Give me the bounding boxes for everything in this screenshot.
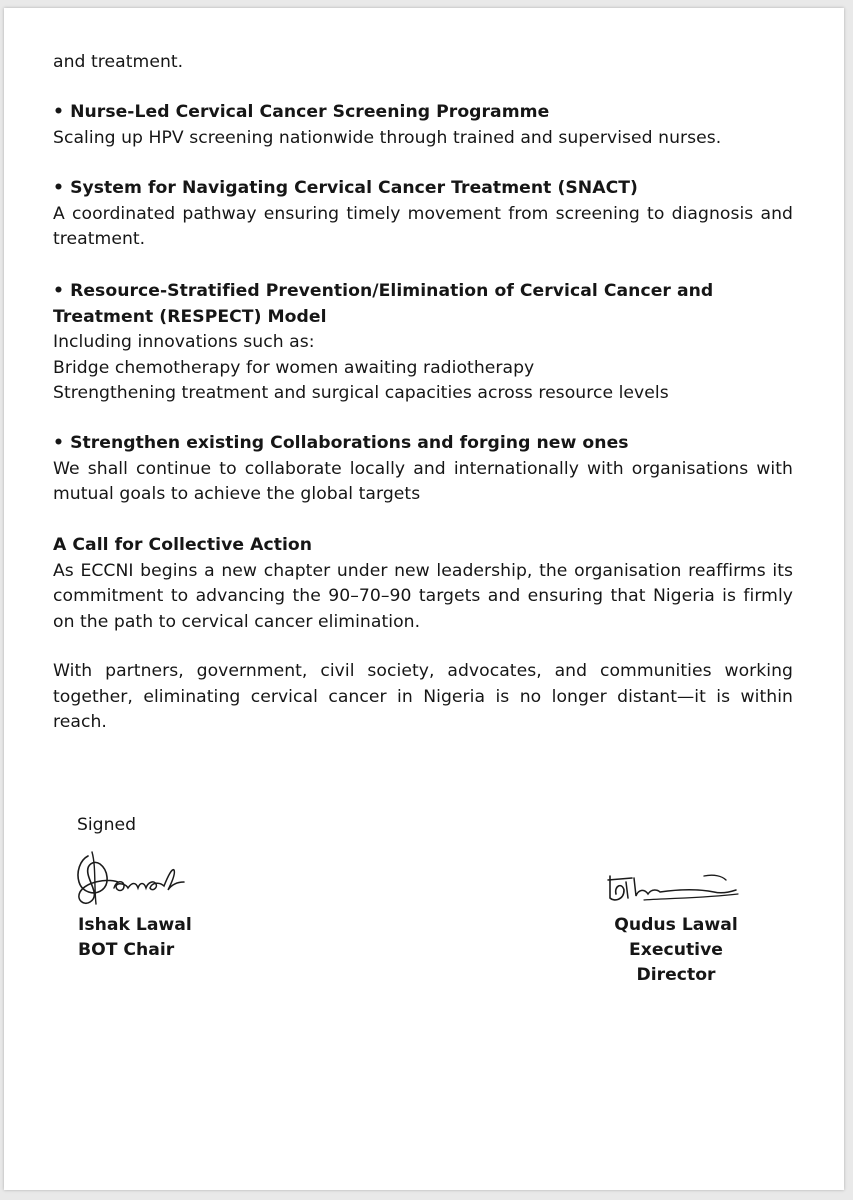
call-section [53,533,793,635]
item-heading: • Nurse-Led Cervical Cancer Screening Programme [53,102,550,122]
item-line: Bridge chemotherapy for women awaiting radiotherapy [53,357,535,378]
item-snact [53,176,793,253]
item-heading: • System for Navigating Cervical Cancer Treatment (SNACT) [53,178,638,198]
document-page [4,8,844,1190]
intro-fragment-text: and treatment. [53,52,184,72]
call-section-paragraph: As ECCNI begins a new chapter under new leadership, the organisation reaffirms its commitment to advancing the 90–70–90 targets and ensuring that Nigeria is firmly on the path to cervical cancer elimination. [53,560,793,632]
left-signature-image [66,846,206,918]
item-collaborations [53,431,793,508]
intro-fragment [53,50,793,76]
item-body: Scaling up HPV screening nationwide through trained and supervised nurses. [53,127,722,148]
left-signatory-name: Ishak Lawal [78,915,192,935]
right-signature-image [604,868,744,910]
item-line: Strengthening treatment and surgical capacities across resource levels [53,383,669,403]
item-respect-model [53,279,793,407]
item-heading: • Resource-Stratified Prevention/Elimination of Cervical Cancer and Treatment (RESPECT) Model [53,281,714,327]
item-line: Including innovations such as: [53,332,315,352]
signed-label: Signed [77,815,136,835]
item-body: We shall continue to collaborate locally and internationally with organisations with mutual goals to achieve the global targets [53,458,793,504]
closing-paragraph-text: With partners, government, civil society, advocates, and communities working together, eliminating cervical cancer in Nigeria is no longer distant—it is within reach. [53,661,793,732]
call-section-heading: A Call for Collective Action [53,535,313,555]
right-signatory-name: Qudus Lawal [614,915,738,935]
closing-paragraph [53,659,793,736]
item-heading: • Strengthen existing Collaborations and forging new ones [53,433,629,453]
left-signatory [78,913,192,963]
item-nurse-led-screening [53,100,793,151]
item-body: A coordinated pathway ensuring timely movement from screening to diagnosis and treatment. [53,203,793,249]
left-signatory-title: BOT Chair [78,940,175,960]
right-signatory [588,913,764,988]
right-signatory-title: Executive Director [629,940,723,985]
